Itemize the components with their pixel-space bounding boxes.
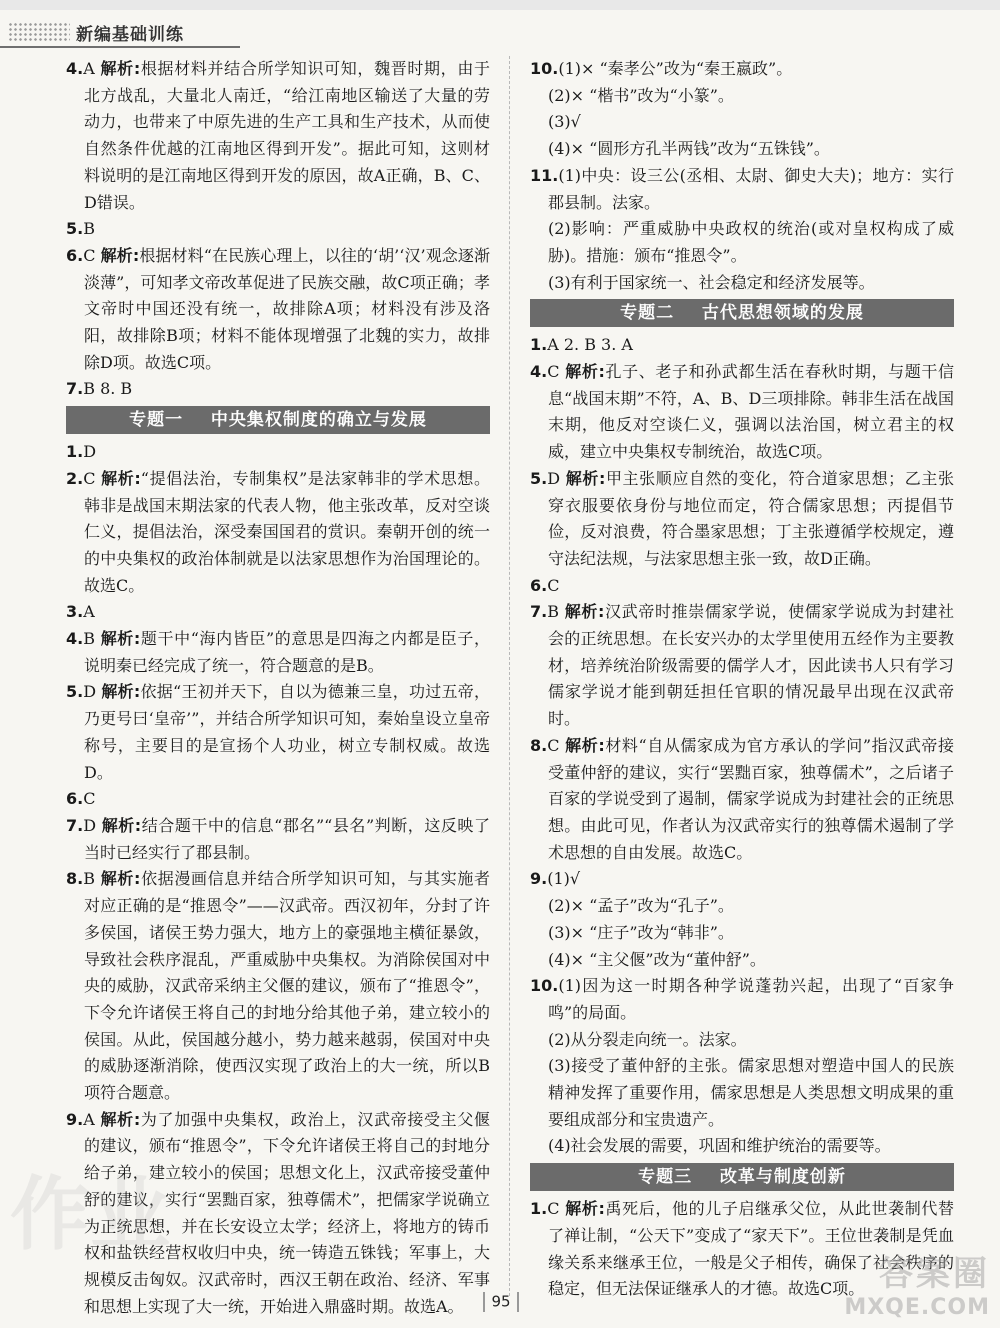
answer-item	[66, 866, 490, 1106]
answer-item	[66, 599, 490, 626]
answer-choice: C	[83, 789, 96, 809]
analysis-label: 解析:	[565, 362, 605, 382]
header-rule	[0, 46, 240, 48]
right-column	[530, 56, 954, 1303]
analysis-label: 解析:	[565, 1199, 605, 1219]
answer-item	[530, 866, 954, 893]
analysis-text: 孔子、老子和孙武都生活在春秋时期，与题干信息“战国末期”不符，A、B、D三项排除。韩非生活在战国末期，他反对空谈仁义，强调以法治国，树立君主的权威，建立中央集权专制统治，故选C项。	[548, 362, 954, 462]
answer-item	[530, 973, 954, 1026]
answer-subitem: (3)× “庄子”改为“韩非”。	[548, 922, 734, 942]
page-header	[0, 0, 1000, 56]
analysis-text: 题干中“海内皆臣”的意思是四海之内都是臣子，说明秦已经完成了统一，符合题意的是B。	[84, 629, 490, 675]
answer-item	[66, 466, 490, 600]
answer-subitem: (4)× “主父偃”改为“董仲舒”。	[548, 949, 766, 969]
answer-subitem: (4)× “圆形方孔半两钱”改为“五铢钱”。	[548, 139, 830, 159]
page-number-bar-right	[517, 1292, 519, 1312]
analysis-text: 禹死后，他的儿子启继承父位，从此世袭制代替了禅让制，“公天下”变成了“家天下”。王位世袭制是凭血缘关系来继承王位，一般是父子相传，确保了社会秩序的稳定，但无法保证继承人的才德。故选C项。	[548, 1199, 954, 1299]
question-number: 1.	[66, 442, 84, 462]
analysis-text: 汉武帝时推崇儒家学说，使儒家学说成为封建社会的正统思想。在长安兴办的太学里使用五经作为主要教材，培养统治阶级需要的儒学人才，因此读书人只有学习儒家学说才能到朝廷担任官职的情况最早出现在汉武帝时。	[548, 602, 954, 729]
question-number: 7.	[530, 602, 548, 622]
analysis-text: “提倡法治，专制集权”是法家韩非的学术思想。韩非是战国末期法家的代表人物，他主张改革，反对空谈仁义，提倡法治，深受秦国国君的赏识。秦朝开创的统一的中央集权的政治体制就是以法家思想作为治国理论的。故选C。	[84, 468, 490, 595]
header-dot-pattern	[8, 22, 70, 42]
answer-choice: (1)因为这一时期各种学说蓬勃兴起，出现了“百家争鸣”的局面。	[548, 976, 954, 1022]
question-number: 5.	[66, 682, 84, 702]
answer-choice: A	[83, 602, 95, 622]
answer-item	[530, 599, 954, 733]
watermark-left: 作业	[10, 1168, 170, 1261]
answer-subitem: (3)有利于国家统一、社会稳定和经济发展等。	[548, 272, 875, 292]
answer-subitem: (3)接受了董仲舒的主张。儒家思想对塑造中国人的民族精神发挥了重要作用，儒家思想是人类思想文明成果的重要组成部分和宝贵遗产。	[548, 1056, 954, 1129]
analysis-text: 依据“王初并天下，自以为德兼三皇，功过五帝，乃更号曰‘皇帝’”，并结合所学知识可知，秦始皇设立皇帝称号，主要目的是宣扬个人功业，树立专制权威。故选D。	[84, 682, 490, 782]
answer-choice: (1)× “秦孝公”改为“秦王嬴政”。	[558, 59, 793, 78]
answer-item	[66, 243, 490, 377]
answer-item	[66, 439, 490, 466]
answer-subitem: (2)影响：严重威胁中央政权的统治(或对皇权构成了威胁)。措施：颁布“推恩令”。	[548, 219, 954, 265]
question-number: 6.	[530, 575, 548, 595]
answer-choice: C	[547, 362, 560, 382]
answer-choice: D	[547, 468, 561, 488]
question-number: 5.	[530, 468, 548, 488]
question-number: 10.	[530, 976, 559, 996]
analysis-text: 为了加强中央集权，政治上，汉武帝接受主父偃的建议，颁布“推恩令”，下令允许诸侯王将自己的封地分给子弟，建立较小的侯国；思想文化上，汉武帝接受董仲舒的建议，实行“罢黜百家，独尊儒术”，把儒家学说确立为正统思想，并在长安设立太学；经济上，将地方的铸币权和盐铁经营权收归中央，统一铸造五铢钱；军事上，大规模反击匈奴。汉武帝时，西汉王朝在政治、经济、军事和思想上实现了大一统，开始进入鼎盛时期。故选A。	[84, 1109, 490, 1316]
answer-choice: D	[83, 442, 97, 462]
page-number	[466, 1292, 536, 1312]
analysis-label: 解析:	[100, 629, 141, 649]
analysis-text: 根据材料并结合所学知识可知，魏晋时期，由于北方战乱，大量北人南迁，“给江南地区输送了大量的劳动力，也带来了中原先进的生产工具和生产技术，从而使自然条件优越的江南地区得到开发”。据此可知，这则材料说明的是江南地区得到开发的原因，故A正确，B、C、D错误。	[84, 59, 490, 212]
question-number: 7.	[66, 379, 84, 399]
analysis-label: 解析:	[101, 468, 141, 488]
answer-item	[66, 813, 490, 866]
page-number-bar-left	[483, 1292, 485, 1312]
question-number: 10.	[530, 59, 559, 78]
section-heading: 专题三 改革与制度创新	[530, 1163, 954, 1191]
answer-item	[530, 573, 954, 600]
question-number: 11.	[530, 165, 559, 185]
answer-choice: (1)中央：设三公(丞相、太尉、御史大夫)；地方：实行郡县制。法家。	[548, 165, 954, 212]
analysis-text: 材料“自从儒家成为官方承认的学问”指汉武帝接受董仲舒的建议，实行“罢黜百家，独尊儒术”，之后诸子百家的学说受到了遏制，儒家学说成为封建社会的正统思想。由此可见，作者认为汉武帝实行的独尊儒术遏制了学术思想的自由发展。故选C。	[548, 735, 954, 862]
answer-item	[530, 163, 954, 216]
answer-item	[530, 56, 954, 83]
answer-choice: B	[547, 602, 559, 622]
answer-choice: C	[547, 575, 560, 595]
question-number: 7.	[66, 815, 84, 835]
watermark-url: MXQE.COM	[844, 1295, 990, 1320]
answer-item	[530, 332, 954, 359]
question-number: 4.	[530, 362, 548, 382]
answer-choice: C	[83, 245, 96, 265]
left-column	[66, 56, 490, 1320]
question-number: 6.	[66, 789, 84, 809]
watermark-logo-text: 答案圈	[879, 1254, 990, 1294]
question-number: 4.	[66, 59, 84, 78]
answer-choice: A 2. B 3. A	[547, 335, 633, 355]
answer-choice: C	[547, 1199, 560, 1219]
analysis-text: 根据材料“在民族心理上，以往的‘胡’‘汉’观念逐渐淡薄”，可知孝文帝改革促进了民族交融，故C项正确；孝文帝时中国还没有统一，故排除A项；材料没有涉及洛阳，故排除B项；材料不能体现增强了北魏的实力，故排除D项。故选C项。	[84, 245, 490, 372]
question-number: 8.	[66, 869, 84, 889]
answer-choice: B	[83, 869, 95, 889]
analysis-label: 解析:	[565, 735, 605, 755]
question-number: 6.	[66, 245, 84, 265]
analysis-text: 依据漫画信息并结合所学知识可知，与其实施者对应正确的是“推恩令”——汉武帝。西汉初年，分封了许多侯国，诸侯王势力强大，地方上的豪强地主横征暴敛，导致社会秩序混乱，严重威胁中央集权。为消除侯国对中央的威胁，汉武帝采纳主父偃的建议，颁布了“推恩令”，下令允许诸侯王将自己的封地分给其他子弟，建立较小的侯国。从此，侯国越分越小，势力越来越弱，侯国对中央的威胁逐渐消除，使西汉实现了政治上的大一统，所以B项符合题意。	[84, 869, 490, 1103]
question-number: 2.	[66, 468, 84, 488]
answer-item	[530, 466, 954, 573]
answer-subitem: (4)社会发展的需要，巩固和维护统治的需要等。	[548, 1136, 891, 1156]
analysis-label: 解析:	[564, 602, 605, 622]
answer-item	[66, 376, 490, 403]
question-number: 4.	[66, 629, 84, 649]
answer-choice: B 8. B	[83, 379, 133, 399]
question-number: 1.	[530, 335, 548, 355]
answer-choice: B	[83, 219, 95, 239]
answer-item	[66, 56, 490, 216]
answer-subitem: (3)√	[548, 112, 581, 132]
answer-choice: (1)√	[547, 869, 581, 889]
analysis-label: 解析:	[100, 1109, 141, 1129]
analysis-text: 结合题干中的信息“郡名”“县名”判断，这反映了当时已经实行了郡县制。	[84, 815, 490, 862]
answer-choice: D	[83, 682, 97, 702]
question-number: 8.	[530, 735, 548, 755]
analysis-label: 解析:	[100, 245, 140, 265]
answer-choice: B	[83, 629, 95, 649]
header-strip	[0, 0, 1000, 10]
column-divider	[509, 56, 510, 1296]
answer-subitem: (2)× “孟子”改为“孔子”。	[548, 896, 734, 916]
analysis-label: 解析:	[565, 468, 606, 488]
answer-choice: D	[83, 815, 97, 835]
section-heading: 专题一 中央集权制度的确立与发展	[66, 406, 490, 434]
page-number-text: 95	[491, 1292, 511, 1311]
question-number: 9.	[530, 869, 548, 889]
analysis-label: 解析:	[101, 682, 141, 702]
analysis-text: 甲主张顺应自然的变化，符合道家思想；乙主张穿衣服要依身份与地位而定，符合儒家思想；丙提倡节俭，反对浪费，符合墨家思想；丁主张遵循学校规定，遵守法纪法规，与法家思想主张一致，故D正确。	[548, 468, 954, 568]
answer-choice: A	[83, 59, 95, 78]
answer-item	[530, 733, 954, 867]
analysis-label: 解析:	[100, 59, 141, 78]
question-number: 9.	[66, 1109, 84, 1129]
answer-item	[66, 786, 490, 813]
answer-subitem: (2)从分裂走向统一。法家。	[548, 1029, 747, 1049]
analysis-label: 解析:	[101, 815, 142, 835]
answer-choice: C	[83, 468, 96, 488]
answer-choice: A	[83, 1109, 95, 1129]
question-number: 1.	[530, 1199, 548, 1219]
answer-item	[530, 359, 954, 466]
answer-subitem: (2)× “楷书”改为“小篆”。	[548, 85, 734, 105]
question-number: 3.	[66, 602, 84, 622]
answer-item	[66, 679, 490, 786]
book-series-title: 新编基础训练	[76, 25, 184, 45]
answer-item	[66, 216, 490, 243]
watermark-logo	[844, 1246, 990, 1320]
section-heading: 专题二 古代思想领域的发展	[530, 299, 954, 327]
answer-choice: C	[547, 735, 560, 755]
question-number: 5.	[66, 219, 84, 239]
answer-item	[66, 626, 490, 679]
analysis-label: 解析:	[100, 869, 141, 889]
